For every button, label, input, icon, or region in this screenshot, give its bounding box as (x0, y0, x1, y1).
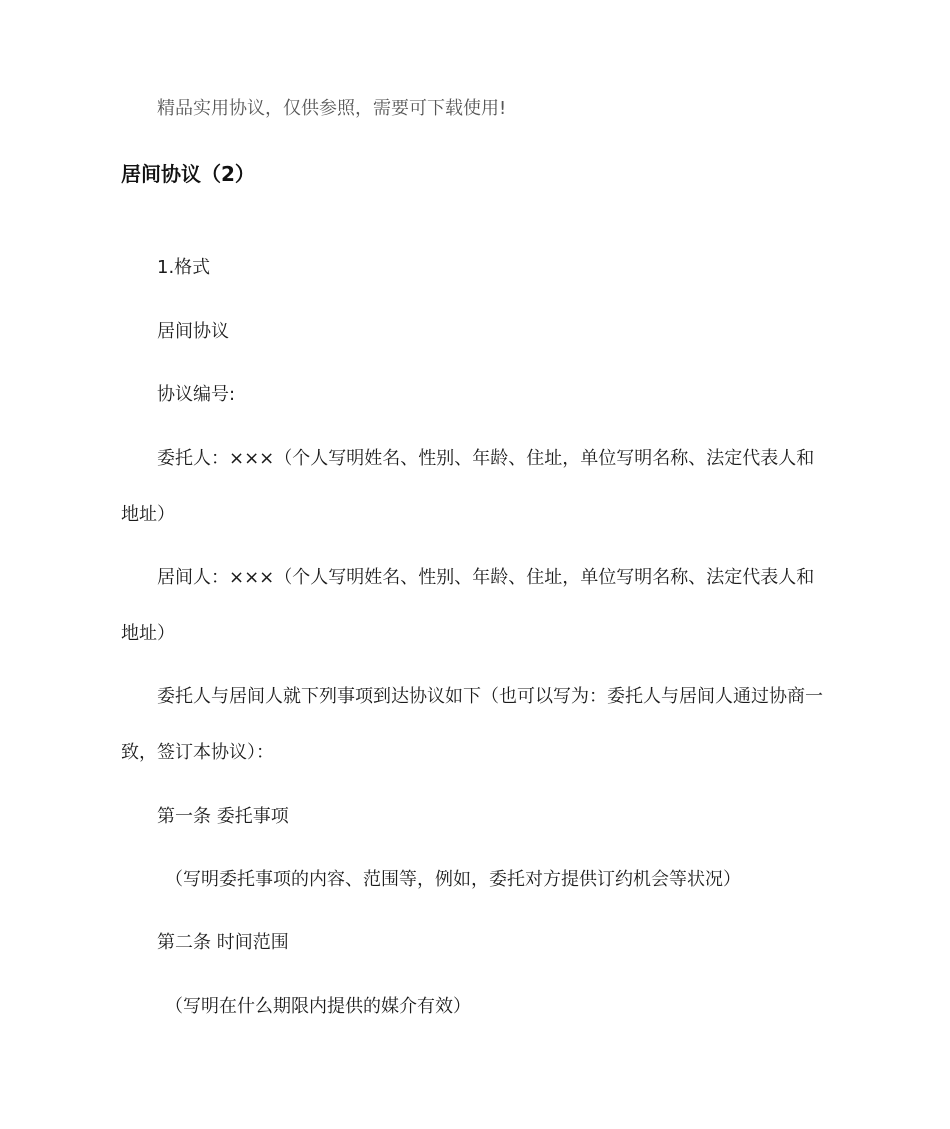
intermediary-line: 居间人：×××（个人写明姓名、性别、年龄、住址，单位写明名称、法定代表人和 (157, 567, 815, 588)
article-one-note: （写明委托事项的内容、范围等，例如，委托对方提供订约机会等状况） (165, 869, 741, 890)
client-line-cont: 地址） (121, 504, 175, 525)
document-title: 居间协议（2） (121, 162, 255, 186)
article-one-heading: 第一条 委托事项 (157, 806, 289, 827)
client-line: 委托人：×××（个人写明姓名、性别、年龄、住址，单位写明名称、法定代表人和 (157, 448, 815, 469)
article-two-heading: 第二条 时间范围 (157, 932, 289, 953)
agreement-preamble: 委托人与居间人就下列事项到达协议如下（也可以写为：委托人与居间人通过协商一 (157, 686, 823, 707)
article-two-note: （写明在什么期限内提供的媒介有效） (165, 996, 471, 1017)
agreement-name: 居间协议 (157, 321, 229, 342)
intermediary-line-cont: 地址） (121, 623, 175, 644)
usage-notice: 精品实用协议，仅供参照，需要可下载使用! (157, 98, 507, 119)
section-format: 1.格式 (157, 257, 211, 278)
agreement-number-label: 协议编号: (157, 384, 236, 405)
agreement-preamble-cont: 致，签订本协议）： (121, 742, 274, 763)
